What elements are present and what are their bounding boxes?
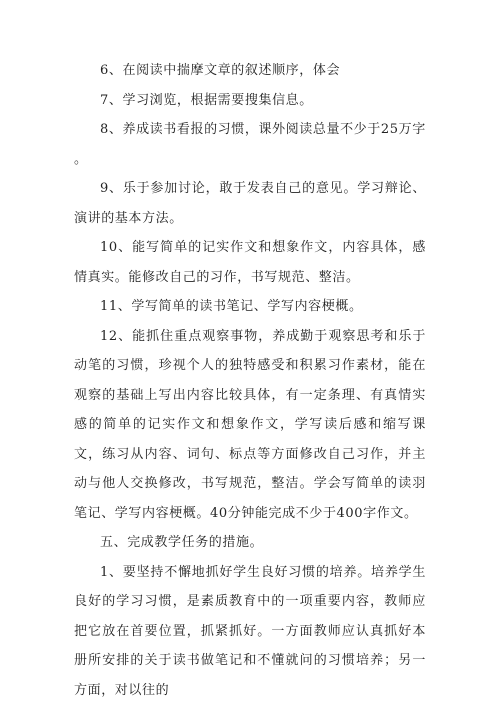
section-heading-measures: 五、完成教学任务的措施。 — [74, 528, 426, 558]
paragraph-item-12: 12、能抓住重点观察事物，养成勤于观察思考和乐于动笔的习惯，珍视个人的独特感受和积累习作素材，能在观察的基础上写出内容比较具体，有一定条理、有真情实感的简单的记实作文和想象作文，学写读后感和缩写课文，练习从内容、词句、标点等方面修改自己习作，并主动与他人交换修改，书写规范，整洁。学会写简单的读羽笔记、学写内容梗概。40分钟能完成不少于400字作文。 — [74, 322, 426, 529]
paragraph-item-8-tail: 。 — [74, 145, 426, 175]
paragraph-item-6: 6、在阅读中揣摩文章的叙述顺序，体会 — [74, 56, 426, 86]
paragraph-item-9: 9、乐于参加讨论，敢于发表自己的意见。学习辩论、演讲的基本方法。 — [74, 174, 426, 233]
paragraph-item-8: 8、养成读书看报的习惯，课外阅读总量不少于25万字 — [74, 115, 426, 145]
document-body — [74, 56, 426, 705]
paragraph-item-7: 7、学习浏览，根据需要搜集信息。 — [74, 86, 426, 116]
paragraph-item-10: 10、能写简单的记实作文和想象作文，内容具体，感情真实。能修改自己的习作，书写规范、整洁。 — [74, 233, 426, 292]
paragraph-measure-1: 1、要坚持不懈地抓好学生良好习惯的培养。培养学生良好的学习习惯，是素质教育中的一项重要内容，教师应把它放在首要位置，抓紧抓好。一方面教师应认真抓好本册所安排的关于读书做笔记和不懂就问的习惯培养；另一方面，对以往的 — [74, 558, 426, 705]
paragraph-item-11: 11、学写简单的读书笔记、学写内容梗概。 — [74, 292, 426, 322]
